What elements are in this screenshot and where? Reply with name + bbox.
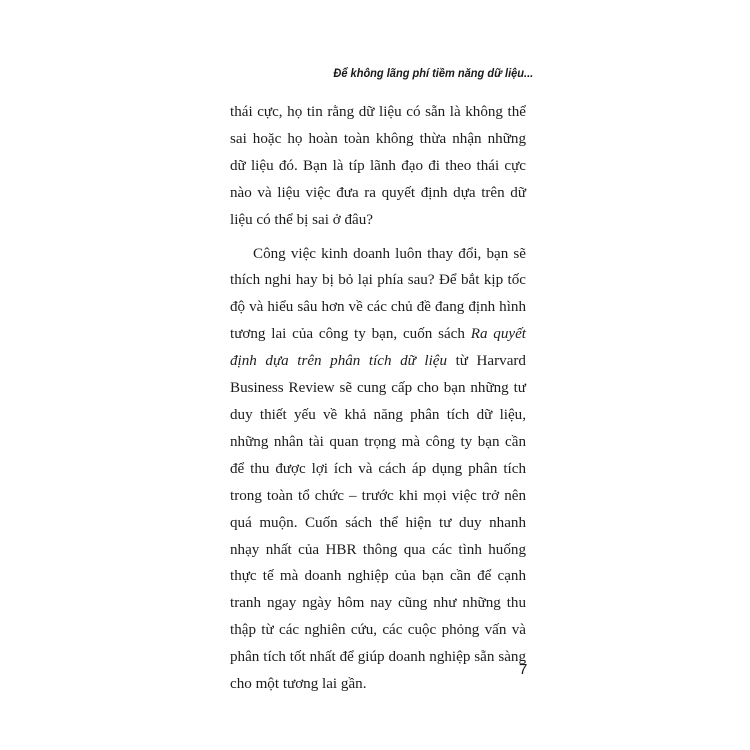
paragraph-continued: thái cực, họ tin rằng dữ liệu có sẵn là không thể sai hoặc họ hoàn toàn không thừa nhận những dữ liệu đó. Bạn là típ lãnh đạo đi theo thái cực nào và liệu việc đưa ra quyết định dựa trên dữ liệu có thể bị sai ở đâu? bbox=[230, 104, 526, 228]
body-text bbox=[230, 99, 526, 705]
paragraph-text-before-title: Công việc kinh doanh luôn thay đổi, bạn sẽ thích nghi hay bị bỏ lại phía sau? Để bắt kịp tốc độ và hiểu sâu hơn về các chủ đề đang định hình tương lai của công ty bạn, cuốn sách bbox=[230, 245, 526, 343]
book-title: Ra quyết định dựa trên phân tích dữ liệu bbox=[230, 326, 526, 370]
page-number: 7 bbox=[519, 661, 528, 678]
paragraph-main bbox=[230, 241, 526, 698]
running-head: Để không lãng phí tiềm năng dữ liệu... bbox=[333, 66, 533, 80]
paragraph-text-after-title: từ Harvard Business Review sẽ cung cấp cho bạn những tư duy thiết yếu về khả năng phân tích dữ liệu, những nhân tài quan trọng mà công ty bạn cần để thu được lợi ích và cách áp dụng phân tích trong toàn tổ chức – trước khi mọi việc trở nên quá muộn. Cuốn sách thể hiện tư duy nhanh nhạy nhất của HBR thông qua các tình huống thực tế mà doanh nghiệp của bạn cần để cạnh tranh ngay ngày hôm nay cũng như những thu thập từ các nghiên cứu, các cuộc phỏng vấn và phân tích tốt nhất để giúp doanh nghiệp sẵn sàng cho một tương lai gần. bbox=[230, 353, 526, 693]
